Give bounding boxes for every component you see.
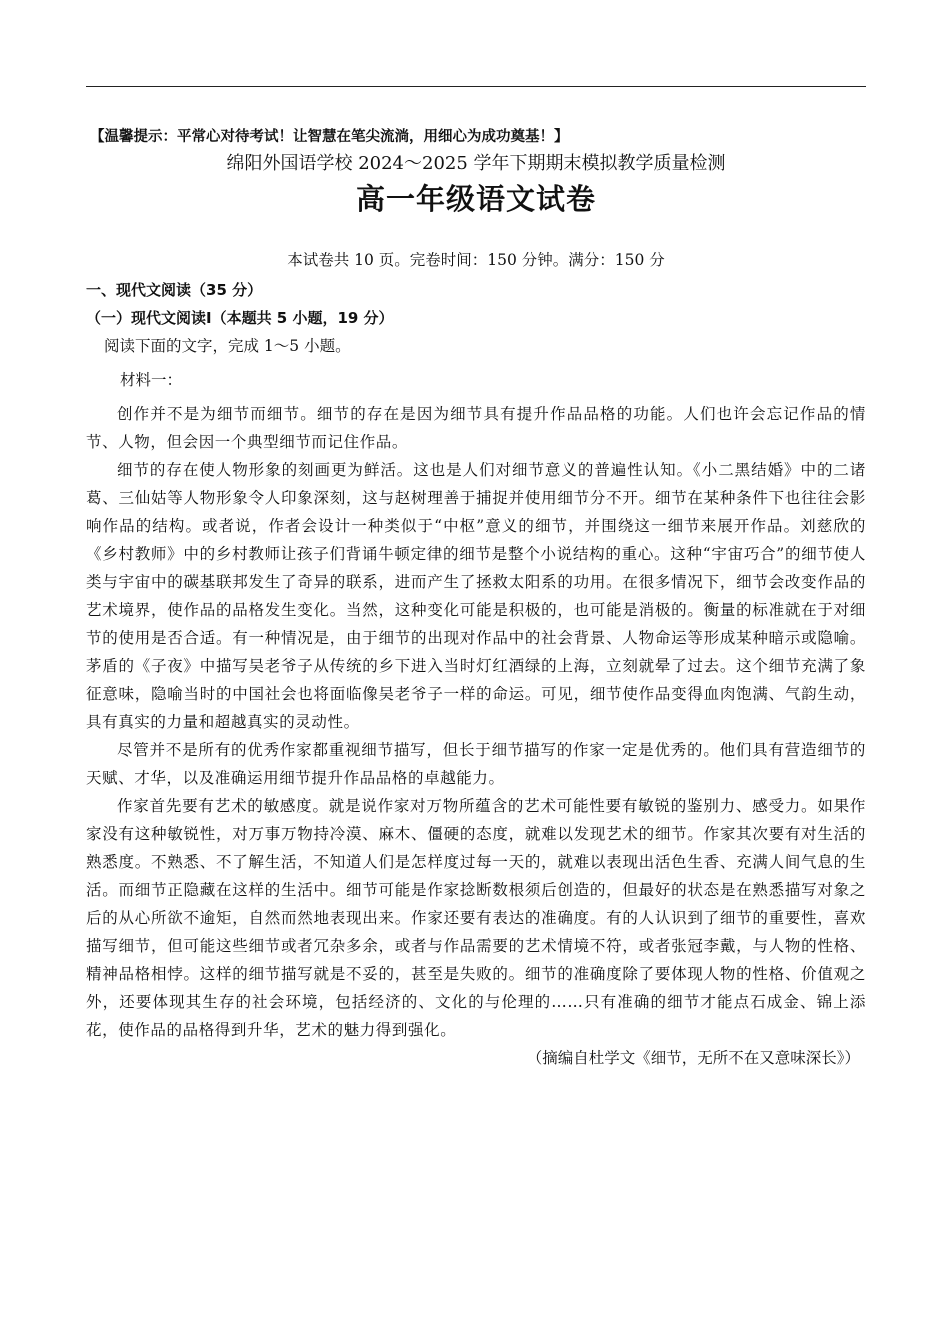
subsection-heading: （一）现代文阅读Ⅰ（本题共 5 小题，19 分）: [86, 309, 394, 327]
material-source: （摘编自杜学文《细节，无所不在又意味深长》）: [526, 1049, 860, 1067]
school-line: 绵阳外国语学校 2024～2025 学年下期期末模拟教学质量检测: [226, 153, 726, 174]
exam-page: [86, 126, 866, 1072]
material-label: 材料一：: [120, 371, 183, 389]
exam-info: 本试卷共 10 页。完卷时间：150 分钟。满分：150 分: [287, 251, 665, 269]
paragraph-1: 创作并不是为细节而细节。细节的存在是因为细节具有提升作品品格的功能。人们也许会忘记作品的情节、人物，但会因一个典型细节而记住作品。: [86, 405, 866, 451]
section-heading: 一、现代文阅读（35 分）: [86, 281, 263, 299]
header-rule: [86, 86, 866, 87]
exam-title: 高一年级语文试卷: [355, 182, 596, 216]
paragraph-2: 细节的存在使人物形象的刻画更为鲜活。这也是人们对细节意义的普遍性认知。《小二黑结婚》中的二诸葛、三仙姑等人物形象令人印象深刻，这与赵树理善于捕捉并使用细节分不开。细节在某种条件下也往往会影响作品的结构。或者说，作者会设计一种类似于“中枢”意义的细节，并围绕这一细节来展开作品。刘慈欣的《乡村教师》中的乡村教师让孩子们背诵牛顿定律的细节是整个小说结构的重心。这种“宇宙巧合”的细节使人类与宇宙中的碳基联邦发生了奇异的联系，进而产生了拯救太阳系的功用。在很多情况下，细节会改变作品的艺术境界，使作品的品格发生变化。当然，这种变化可能是积极的，也可能是消极的。衡量的标准就在于对细节的使用是否合适。有一种情况是，由于细节的出现对作品中的社会背景、人物命运等形成某种暗示或隐喻。茅盾的《子夜》中描写吴老爷子从传统的乡下进入当时灯红酒绿的上海，立刻就晕了过去。这个细节充满了象征意味，隐喻当时的中国社会也将面临像吴老爷子一样的命运。可见，细节使作品变得血肉饱满、气韵生动，具有真实的力量和超越真实的灵动性。: [86, 461, 866, 731]
reading-instruction: 阅读下面的文字，完成 1～5 小题。: [104, 337, 351, 355]
paragraph-4: 作家首先要有艺术的敏感度。就是说作家对万物所蕴含的艺术可能性要有敏锐的鉴别力、感受力。如果作家没有这种敏锐性，对万事万物持冷漠、麻木、僵硬的态度，就难以发现艺术的细节。作家其次要有对生活的熟悉度。不熟悉、不了解生活，不知道人们是怎样度过每一天的，就难以表现出活色生香、充满人间气息的生活。而细节正隐藏在这样的生活中。细节可能是作家捻断数根须后创造的，但最好的状态是在熟悉描写对象之后的从心所欲不逾矩，自然而然地表现出来。作家还要有表达的准确度。有的人认识到了细节的重要性，喜欢描写细节，但可能这些细节或者冗杂多余，或者与作品需要的艺术情境不符，或者张冠李戴，与人物的性格、精神品格相悖。这样的细节描写就是不妥的，甚至是失败的。细节的准确度除了要体现人物的性格、价值观之外，还要体现其生存的社会环境，包括经济的、文化的与伦理的……只有准确的细节才能点石成金、锦上添花，使作品的品格得到升华，艺术的魅力得到强化。: [86, 797, 866, 1039]
paragraph-3: 尽管并不是所有的优秀作家都重视细节描写，但长于细节描写的作家一定是优秀的。他们具有营造细节的天赋、才华，以及准确运用细节提升作品品格的卓越能力。: [86, 741, 866, 787]
exam-reminder: 【温馨提示：平常心对待考试！让智慧在笔尖流淌，用细心为成功奠基！】: [90, 129, 569, 145]
